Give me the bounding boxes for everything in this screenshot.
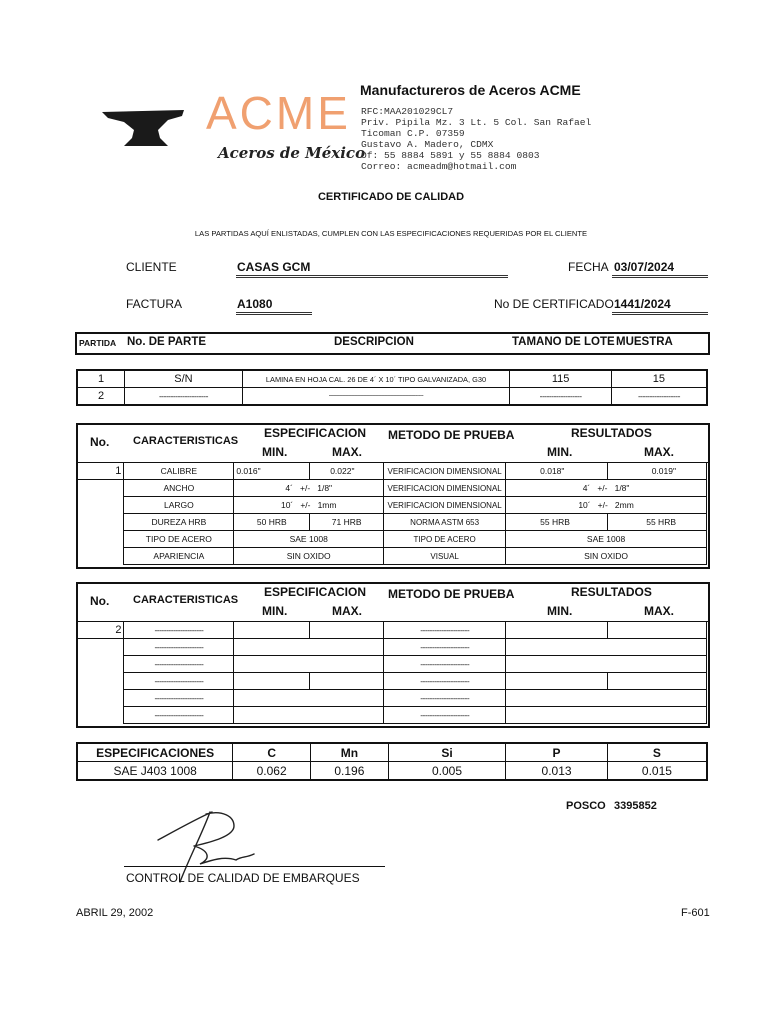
cell-parte: S/N — [125, 370, 242, 388]
address-line: Gustavo A. Madero, CDMX — [361, 139, 494, 150]
table-row — [77, 514, 707, 531]
header-res-max: MAX. — [644, 445, 674, 459]
certificate-number-value: 1441/2024 — [614, 297, 671, 311]
company-name: Manufactureros de Aceros ACME — [360, 82, 581, 98]
fecha-value: 03/07/2024 — [614, 260, 675, 274]
header-descripcion: DESCRIPCION — [334, 336, 414, 348]
header-res-min: MIN. — [547, 445, 573, 459]
table-row — [77, 656, 707, 673]
header-res-min: MIN. — [547, 604, 573, 618]
address-line: Priv. Pipila Mz. 3 Lt. 5 Col. San Rafael — [361, 117, 592, 128]
fecha-underline — [612, 275, 708, 278]
table-row — [77, 762, 707, 781]
cell-metodo: VISUAL — [384, 548, 506, 565]
cell-metodo: VERIFICACION DIMENSIONAL — [384, 463, 506, 480]
header-no: No. — [90, 594, 110, 608]
signature-caption: CONTROL DE CALIDAD DE EMBARQUES — [126, 871, 360, 885]
header-res-max: MAX. — [644, 604, 674, 618]
header-especificaciones: ESPECIFICACIONES — [77, 743, 233, 762]
header-s: S — [607, 743, 707, 762]
table-row — [77, 370, 707, 388]
header-spec-max: MAX. — [332, 445, 362, 459]
header-caracteristicas: CARACTERISTICAS — [133, 435, 239, 447]
header-partida: PARTIDA — [79, 338, 117, 348]
cell-no: 2 — [77, 622, 124, 639]
cell-parte: --------------------- — [125, 388, 242, 406]
acme-logo-text: ACME — [206, 87, 351, 139]
signature-line — [124, 866, 385, 867]
cell-resultado: SIN OXIDO — [506, 548, 707, 565]
posco-label: POSCO — [566, 800, 606, 812]
address-line: RFC:MAA201029CL7 — [361, 106, 454, 117]
header-metodo: METODO DE PRUEBA — [388, 428, 515, 442]
compliance-statement: LAS PARTIDAS AQUÍ ENLISTADAS, CUMPLEN CON LAS ESPECIFICACIONES REQUERIDAS POR EL CLIENTE — [194, 229, 588, 238]
cell-metodo: --------------------- — [384, 622, 506, 639]
cell-metodo: VERIFICACION DIMENSIONAL — [384, 497, 506, 514]
header-no-de-parte: No. DE PARTE — [127, 336, 207, 348]
cell-metodo: --------------------- — [384, 639, 506, 656]
cell-caracteristica: --------------------- — [124, 622, 234, 639]
address-line: Correo: acmeadm@hotmail.com — [361, 161, 517, 172]
cell-caracteristica: --------------------- — [124, 707, 234, 724]
table-row — [77, 622, 707, 639]
header-spec-min: MIN. — [262, 445, 288, 459]
logo-subtitle: Aceros de México — [218, 144, 366, 162]
cell-caracteristica: CALIBRE — [124, 463, 234, 480]
cell-metodo: VERIFICACION DIMENSIONAL — [384, 480, 506, 497]
cell-especificacion: SAE J403 1008 — [77, 762, 233, 781]
spec-table-2 — [76, 582, 710, 728]
chemical-composition-table — [76, 742, 708, 781]
cliente-value: CASAS GCM — [237, 260, 311, 274]
header-p: P — [506, 743, 608, 762]
address-line: Ticoman C.P. 07359 — [361, 128, 465, 139]
cell-spec-max: 0.022" — [310, 463, 384, 480]
cell-res-min: 0.018" — [506, 463, 608, 480]
table-row — [77, 639, 707, 656]
cell-spec: SIN OXIDO — [234, 548, 384, 565]
cell-spec: 4´ +/- 1/8" — [234, 480, 384, 497]
header-si: Si — [388, 743, 506, 762]
cell-resultado: SAE 1008 — [506, 531, 707, 548]
cell-metodo: --------------------- — [384, 707, 506, 724]
cell-caracteristica: APARIENCIA — [124, 548, 234, 565]
cell-metodo: TIPO DE ACERO — [384, 531, 506, 548]
cell-si: 0.005 — [388, 762, 506, 781]
cell-s: 0.015 — [607, 762, 707, 781]
cell-metodo: NORMA ASTM 653 — [384, 514, 506, 531]
certificate-number-underline — [612, 312, 708, 315]
spec-table-1 — [76, 423, 710, 569]
cell-res-max: 55 HRB — [608, 514, 707, 531]
parts-table — [76, 369, 708, 406]
cell-spec: SAE 1008 — [234, 531, 384, 548]
cell-caracteristica: --------------------- — [124, 656, 234, 673]
cell-descripcion: --------------------------------------------------------------- — [242, 388, 510, 406]
cell-caracteristica: --------------------- — [124, 673, 234, 690]
cell-spec-min: 0.016" — [234, 463, 310, 480]
form-code: F-601 — [681, 907, 710, 919]
cell-res-min: 55 HRB — [506, 514, 608, 531]
header-muestra: MUESTRA — [616, 336, 673, 348]
header-caracteristicas: CARACTERISTICAS — [133, 594, 239, 606]
cell-muestra: 15 — [611, 370, 707, 388]
cell-spec-max: 71 HRB — [310, 514, 384, 531]
table-row — [77, 388, 707, 406]
header-resultados: RESULTADOS — [571, 585, 652, 599]
table-row — [77, 480, 707, 497]
cell-res-max: 0.019" — [608, 463, 707, 480]
cell-metodo: --------------------- — [384, 656, 506, 673]
cell-caracteristica: TIPO DE ACERO — [124, 531, 234, 548]
table-row — [77, 497, 707, 514]
certificate-number-label: No DE CERTIFICADO — [494, 297, 614, 311]
document-title: CERTIFICADO DE CALIDAD — [317, 191, 465, 203]
cell-muestra: ------------------ — [611, 388, 707, 406]
cell-resultado: 10´ +/- 2mm — [506, 497, 707, 514]
cell-partida: 1 — [77, 370, 125, 388]
factura-label: FACTURA — [126, 297, 183, 311]
header-spec-min: MIN. — [262, 604, 288, 618]
header-no: No. — [90, 435, 110, 449]
header-especificacion: ESPECIFICACION — [264, 426, 367, 440]
header-c: C — [233, 743, 311, 762]
table-row — [77, 531, 707, 548]
footer-date: ABRIL 29, 2002 — [76, 907, 154, 919]
cliente-label: CLIENTE — [126, 260, 177, 274]
table-row — [77, 548, 707, 565]
spec-table-1-body — [77, 462, 707, 565]
cell-caracteristica: --------------------- — [124, 639, 234, 656]
cell-no: 1 — [77, 463, 124, 480]
table-row — [77, 463, 707, 480]
factura-value: A1080 — [237, 297, 273, 311]
cliente-underline — [236, 275, 508, 278]
parts-header — [75, 332, 710, 355]
cell-descripcion: LAMINA EN HOJA CAL. 26 DE 4´ X 10´ TIPO GALVANIZADA, G30 — [242, 370, 510, 388]
header-mn: Mn — [311, 743, 389, 762]
spec-table-2-body — [77, 621, 707, 724]
header-tamano-lote: TAMAÑO DE LOTE — [512, 336, 615, 348]
cell-p: 0.013 — [506, 762, 608, 781]
header-resultados: RESULTADOS — [571, 426, 652, 440]
address-line: Of: 55 8884 5891 y 55 8884 0803 — [361, 150, 540, 161]
cell-resultado: 4´ +/- 1/8" — [506, 480, 707, 497]
cell-metodo: --------------------- — [384, 690, 506, 707]
table-row — [77, 690, 707, 707]
cell-caracteristica: ANCHO — [124, 480, 234, 497]
cell-mn: 0.196 — [311, 762, 389, 781]
cell-caracteristica: --------------------- — [124, 690, 234, 707]
table-row — [77, 743, 707, 762]
cell-c: 0.062 — [233, 762, 311, 781]
cell-lote: 115 — [510, 370, 612, 388]
cell-spec-min: 50 HRB — [234, 514, 310, 531]
header-spec-max: MAX. — [332, 604, 362, 618]
fecha-label: FECHA — [568, 260, 609, 274]
table-row — [77, 673, 707, 690]
posco-value: 3395852 — [614, 800, 657, 812]
cell-partida: 2 — [77, 388, 125, 406]
factura-underline — [236, 312, 312, 315]
cell-caracteristica: DUREZA HRB — [124, 514, 234, 531]
cell-lote: ------------------ — [510, 388, 612, 406]
company-address — [361, 106, 591, 172]
table-row — [77, 707, 707, 724]
header-especificacion: ESPECIFICACION — [264, 585, 367, 599]
header-metodo: METODO DE PRUEBA — [388, 587, 515, 601]
anvil-icon — [102, 108, 184, 150]
cell-caracteristica: LARGO — [124, 497, 234, 514]
cell-metodo: --------------------- — [384, 673, 506, 690]
cell-spec: 10´ +/- 1mm — [234, 497, 384, 514]
